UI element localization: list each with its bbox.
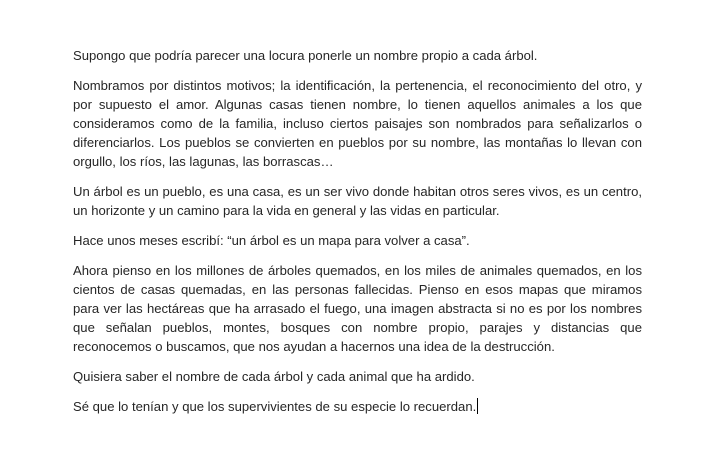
paragraph-3: Un árbol es un pueblo, es una casa, es un ser vivo donde habitan otros seres vivos, es un centro, un horizonte y un camino para la vida en general y las vidas en particular. [73,184,642,218]
paragraph-6: Quisiera saber el nombre de cada árbol y cada animal que ha ardido. [73,369,475,384]
paragraph-5: Ahora pienso en los millones de árboles quemados, en los miles de animales quemados, en los cientos de casas quemadas, en las personas fallecidas. Pienso en esos mapas que miramos para ver las hectáreas que ha arrasado el fuego, una imagen abstracta si no es por los nombres que señalan pueblos, montes, bosques con nombre propio, parajes y distancias que reconocemos o buscamos, que nos ayudan a hacernos una idea de la destrucción. [73,263,642,354]
paragraph-7-text: Sé que lo tenían y que los supervivientes de su especie lo recuerdan. [73,399,477,414]
paragraph-1: Supongo que podría parecer una locura ponerle un nombre propio a cada árbol. [73,48,538,63]
document-page[interactable] [73,46,642,427]
paragraph-4: Hace unos meses escribí: “un árbol es un mapa para volver a casa”. [73,233,470,248]
paragraph-7 [73,397,642,416]
text-cursor [477,398,478,414]
paragraph-2: Nombramos por distintos motivos; la identificación, la pertenencia, el reconocimiento del otro, y por supuesto el amor. Algunas casas tienen nombre, lo tienen aquellos animales a los que consideramos como de la familia, incluso ciertos paisajes son nombrados para señalizarlos o diferenciarlos. Los pueblos se convierten en pueblos por su nombre, las montañas lo llevan con orgullo, los ríos, las lagunas, las borrascas… [73,78,642,169]
